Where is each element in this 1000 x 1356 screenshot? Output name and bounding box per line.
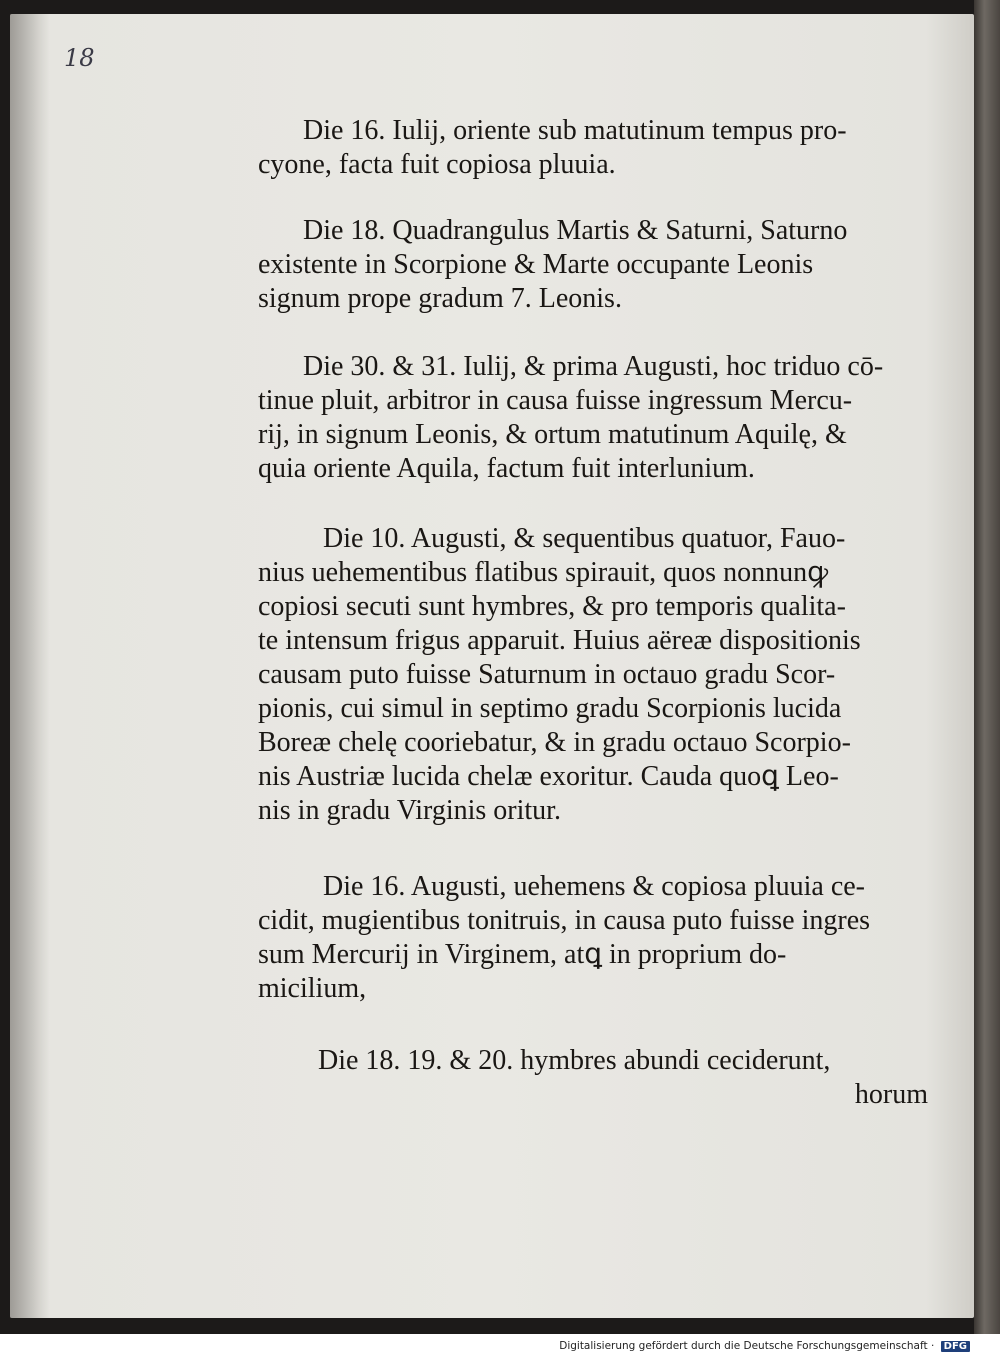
text-line: Die 30. & 31. Iulij, & prima Augusti, hoc triduo cō- <box>303 351 884 382</box>
text-line: Die 16. Augusti, uehemens & copiosa pluuia ce- <box>323 871 865 902</box>
page-number: 18 <box>64 44 95 72</box>
funding-footer: Digitalisierung gefördert durch die Deutsche Forschungsgemeinschaft · DFG <box>559 1340 970 1352</box>
text-line: cyone, facta fuit copiosa pluuia. <box>258 149 616 180</box>
text-line: quia oriente Aquila, factum fuit interlunium. <box>258 453 755 484</box>
paragraph-4 <box>258 522 928 828</box>
paragraph-1 <box>258 114 928 182</box>
text-line: causam puto fuisse Saturnum in octauo gradu Scor- <box>258 659 836 690</box>
paragraph-3 <box>258 350 928 486</box>
text-line: tinue pluit, arbitror in causa fuisse ingressum Mercu- <box>258 385 853 416</box>
page-gutter-shadow <box>10 14 50 1318</box>
text-line: cidit, mugientibus tonitruis, in causa puto fuisse ingres <box>258 905 871 936</box>
text-line: nis in gradu Virginis oritur. <box>258 795 561 826</box>
paragraph-5 <box>258 870 928 1006</box>
text-line: existente in Scorpione & Marte occupante Leonis <box>258 249 814 280</box>
dfg-logo: DFG <box>941 1341 970 1352</box>
text-line: copiosi secuti sunt hymbres, & pro temporis qualita- <box>258 591 846 622</box>
footer-text: Digitalisierung gefördert durch die Deutsche Forschungsgemeinschaft <box>559 1340 928 1352</box>
text-line: Die 16. Iulij, oriente sub matutinum tempus pro- <box>303 115 847 146</box>
text-line: signum prope gradum 7. Leonis. <box>258 283 622 314</box>
book-edge <box>974 0 1000 1334</box>
text-line: Boreæ chelę cooriebatur, & in gradu octauo Scorpio- <box>258 727 851 758</box>
text-line: nis Austriæ lucida chelæ exoritur. Cauda quoꝗ Leo- <box>258 761 839 792</box>
text-line: pionis, cui simul in septimo gradu Scorpionis lucida <box>258 693 842 724</box>
paragraph-6 <box>258 1044 928 1112</box>
text-line: Die 10. Augusti, & sequentibus quatuor, Fauo- <box>323 523 846 554</box>
text-line: micilium, <box>258 973 367 1004</box>
text-line: sum Mercurij in Virginem, atꝗ in proprium do- <box>258 939 787 970</box>
paragraph-2 <box>258 214 928 316</box>
text-line: rij, in signum Leonis, & ortum matutinum Aquilę, & <box>258 419 847 450</box>
text-line: nius uehementibus flatibus spirauit, quos nonnunꝙ <box>258 557 829 588</box>
text-line: Die 18. 19. & 20. hymbres abundi ceciderunt, <box>318 1045 831 1076</box>
text-line: Die 18. Quadrangulus Martis & Saturni, Saturno <box>303 215 848 246</box>
book-page <box>10 14 974 1318</box>
catchword: horum <box>854 1079 928 1110</box>
text-line: te intensum frigus apparuit. Huius aëreæ dispositionis <box>258 625 861 656</box>
